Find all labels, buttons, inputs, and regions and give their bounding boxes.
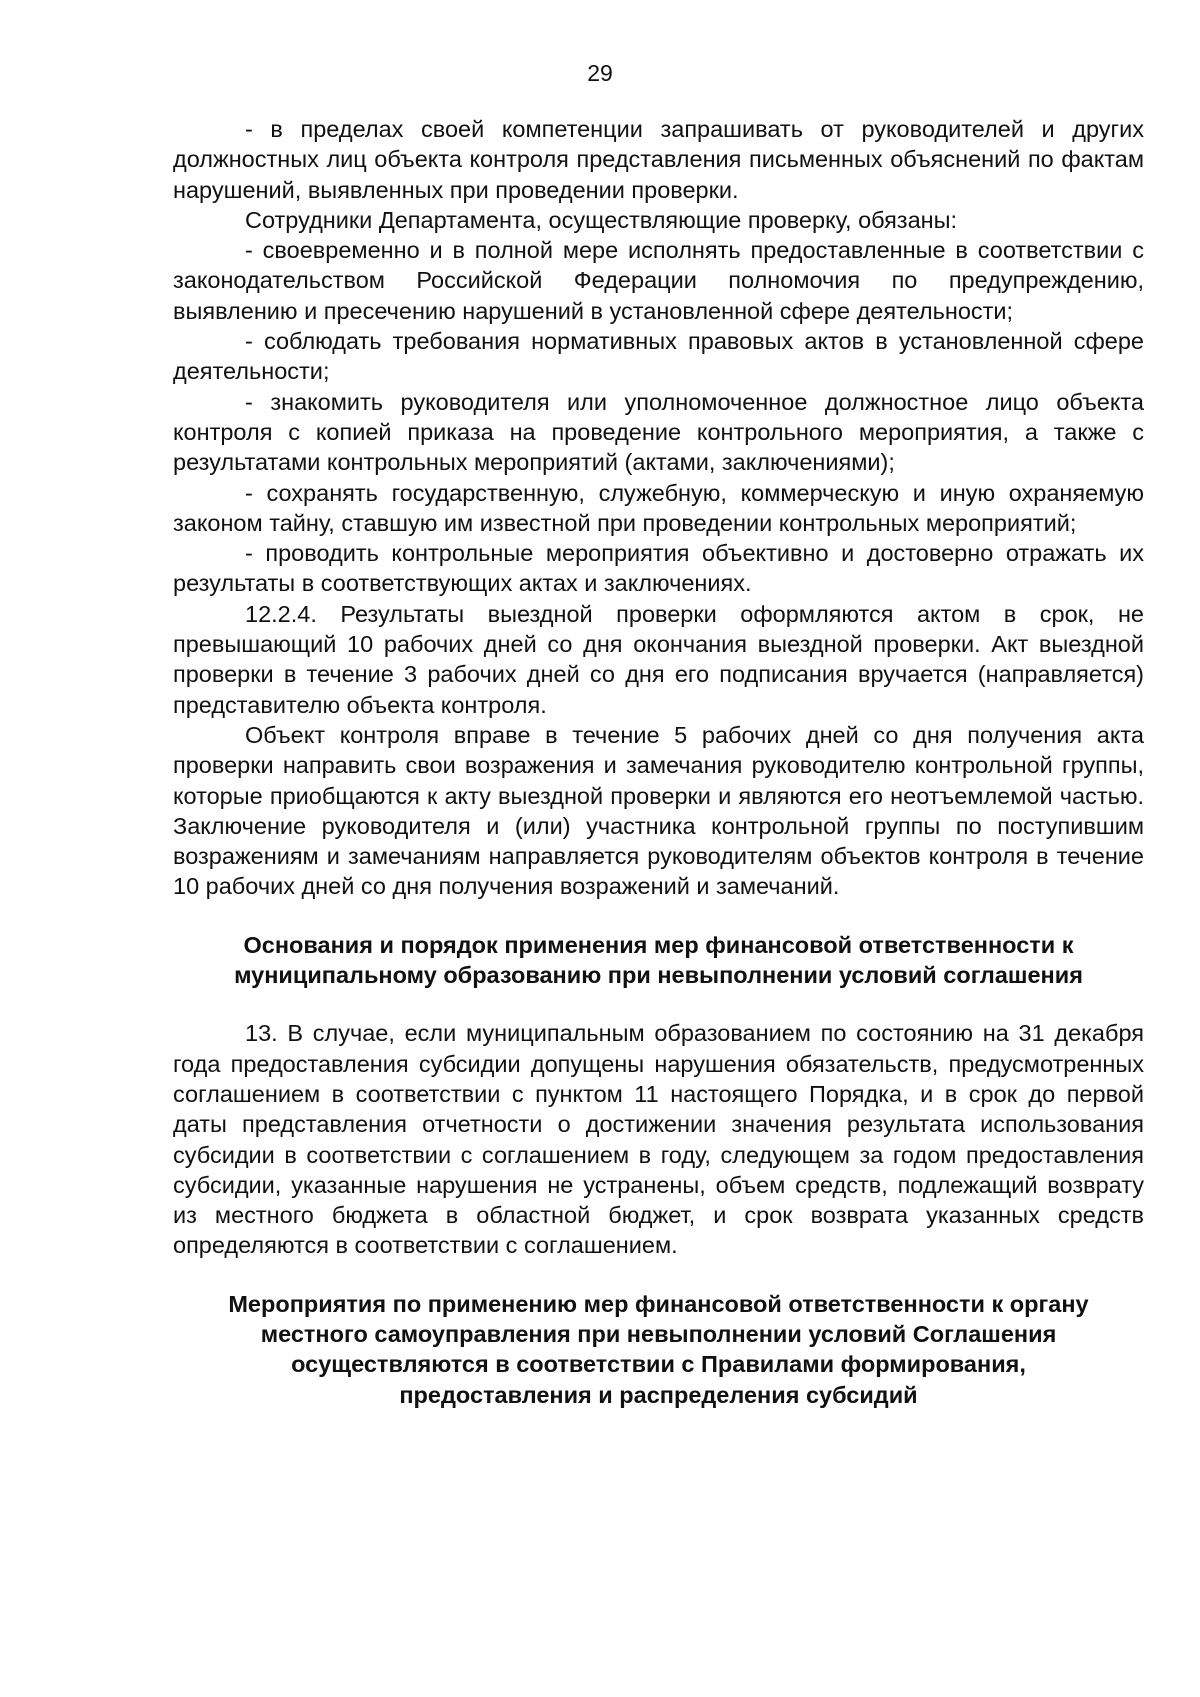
paragraph-objections: Объект контроля вправе в течение 5 рабочих дней со дня получения акта проверки направить свои возражения и замечания руководителю контрольной группы, которые приобщаются к акту выездной проверки и являются его неотъемлемой частью. Заключение руководителя и (или) участника контрольной группы по поступившим возражениям и замечаниям направляется руководителям объектов контроля в течение 10 рабочих дней со дня получения возражений и замечаний. bbox=[173, 721, 1144, 900]
heading-line: осуществляются в соответствии с Правилами формирования, bbox=[291, 1351, 1026, 1378]
heading-line: местного самоуправления при невыполнении условий Соглашения bbox=[260, 1320, 1057, 1347]
paragraph-duty-timely: - своевременно и в полной мере исполнять предоставленные в соответствии с законодательством Российской Федерации полномочия по предупреждению, выявлению и пресечению нарушений в установленной сфере деятельности; bbox=[173, 237, 1144, 324]
section-heading-liability: Основания и порядок применения мер финансовой ответственности к муниципальному образованию при невыполнении условий соглашения bbox=[234, 931, 1083, 989]
paragraph-13: 13. В случае, если муниципальным образованием по состоянию на 31 декабря года предоставления субсидии допущены нарушения обязательств, предусмотренных соглашением в соответствии с пунктом 11 настоящего Порядка, и в срок до первой даты представления отчетности о достижении значения результата использования субсидии в соответствии с соглашением в году, следующем за годом предоставления субсидии, указанные нарушения не устранены, объем средств, подлежащий возврату из местного бюджета в областной бюджет, и срок возврата указанных средств определяются в соответствии с соглашением. bbox=[173, 1020, 1144, 1259]
heading-line: предоставления и распределения субсидий bbox=[399, 1381, 918, 1408]
paragraph-duty-comply: - соблюдать требования нормативных правовых актов в установленной сфере деятельности; bbox=[173, 328, 1144, 385]
page-number: 29 bbox=[587, 60, 613, 86]
heading-line: Мероприятия по применению мер финансовой ответственности к органу bbox=[228, 1290, 1089, 1317]
paragraph-12-2-4: 12.2.4. Результаты выездной проверки оформляются актом в срок, не превышающий 10 рабочих дней со дня окончания выездной проверки. Акт выездной проверки в течение 3 рабочих дней со дня его подписания вручается (направляется) представителю объекта контроля. bbox=[173, 600, 1144, 718]
paragraph-duty-objective: - проводить контрольные мероприятия объективно и достоверно отражать их результаты в соответствующих актах и заключениях. bbox=[173, 540, 1144, 597]
section-heading-measures bbox=[173, 1289, 1144, 1410]
paragraph-duty-secrecy: - сохранять государственную, служебную, коммерческую и иную охраняемую законом тайну, ставшую им известной при проведении контрольных мероприятий; bbox=[173, 479, 1144, 536]
paragraph-inspector-rights: - в пределах своей компетенции запрашивать от руководителей и других должностных лиц объекта контроля представления письменных объяснений по фактам нарушений, выявленных при проведении проверки. bbox=[173, 116, 1144, 203]
document-body bbox=[173, 114, 1144, 1410]
paragraph-duty-acquaint: - знакомить руководителя или уполномоченное должностное лицо объекта контроля с копией приказа на проведение контрольного мероприятия, а также с результатами контрольных мероприятий (актами, заключениями); bbox=[173, 388, 1144, 476]
paragraph-duties-intro: Сотрудники Департамента, осуществляющие проверку, обязаны: bbox=[245, 206, 958, 233]
